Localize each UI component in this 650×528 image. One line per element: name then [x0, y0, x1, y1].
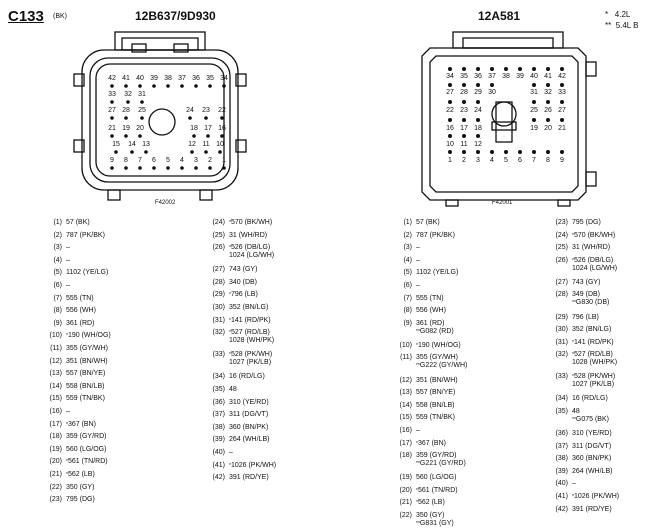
left-pin-label: 1: [222, 157, 226, 164]
wire-circuit: 310 (YE/RD): [229, 398, 269, 406]
pin-number: (21): [399, 499, 412, 507]
wire-circuit: 361 (RD): [416, 319, 445, 327]
pin-number: (35): [212, 385, 225, 393]
pin-number: (30): [555, 326, 568, 334]
pin-number: (6): [403, 282, 412, 289]
pin-number: (25): [555, 244, 568, 252]
variant-mark: *: [572, 339, 574, 346]
wire-circuit: *1026 (PK/WH): [229, 461, 277, 469]
wire-circuit: 556 (WH): [416, 307, 446, 315]
wire-circuit: 48: [572, 408, 580, 415]
left-pin-label: 5: [166, 157, 170, 164]
variant-mark: *: [572, 232, 574, 239]
wire-circuit: 359 (GY/RD): [66, 433, 107, 441]
pin-number: (15): [399, 414, 412, 422]
wire-circuit: 743 (GY): [572, 278, 601, 286]
wire-circuit: 795 (DG): [66, 496, 95, 504]
variant-mark: *: [66, 421, 68, 428]
pin-number: (19): [399, 474, 412, 482]
wire-circuit: 351 (BN/WH): [66, 357, 108, 365]
variant-mark: *: [416, 487, 418, 494]
pin-number: (42): [555, 505, 568, 513]
pin-number: (27): [555, 278, 568, 286]
left-pin-label: 8: [124, 157, 128, 164]
pin-number: (18): [49, 433, 62, 441]
left-pin-label: 21: [108, 125, 116, 132]
pin-number: (29): [212, 291, 225, 299]
wire-circuit: *367 (BN): [66, 420, 96, 428]
left-pin-label: 23: [202, 107, 210, 114]
wire-circuit: –: [416, 426, 420, 434]
wire-circuit: 391 (RD/YE): [572, 505, 612, 513]
variant-mark: **: [416, 328, 420, 335]
left-pin-label: 28: [122, 107, 130, 114]
wire-circuit: *562 (LB): [66, 471, 95, 478]
wire-circuit: 360 (BN/PK): [229, 423, 269, 431]
wire-circuit: 57 (BK): [66, 219, 90, 226]
left-pin-label: 15: [112, 141, 120, 148]
pin-number: (39): [212, 436, 225, 444]
wire-circuit: 796 (LB): [572, 313, 599, 321]
pin-number: (11): [400, 354, 412, 362]
right-pin-label: 10: [446, 141, 454, 148]
pin-number: (28): [212, 278, 225, 286]
pin-number: (8): [403, 307, 412, 315]
pin-number: (7): [53, 294, 62, 302]
pin-number: (8): [53, 307, 62, 315]
pin-number: (35): [555, 408, 568, 415]
right-pin-label: 25: [530, 107, 538, 114]
right-pin-label: 8: [546, 157, 550, 164]
wire-circuit: 359 (GY/RD): [416, 452, 457, 460]
right-pin-label: 2: [462, 157, 466, 164]
right-pin-label: 19: [530, 125, 538, 132]
left-pin-label: 37: [178, 75, 186, 82]
wire-circuit: 16 (RD/LG): [572, 395, 608, 403]
pin-number: (7): [403, 294, 412, 302]
wire-circuit: –: [416, 256, 420, 264]
left-pin-label: 9: [110, 157, 114, 164]
wire-circuit: 558 (BN/LB): [66, 382, 105, 390]
right-pin-label: 9: [560, 157, 564, 164]
pin-number: (11): [50, 345, 62, 352]
variant-mark: *: [229, 245, 231, 252]
pin-number: (20): [49, 458, 62, 466]
pin-number: (2): [53, 231, 62, 239]
wire-circuit: 350 (GY): [66, 483, 95, 491]
pin-number: (10): [399, 341, 412, 349]
pin-number: (3): [403, 244, 412, 252]
wire-circuit: 264 (WH/LB): [229, 436, 270, 444]
wire-circuit: *141 (RD/PK): [572, 338, 614, 346]
right-pin-label: 40: [530, 73, 538, 80]
wire-circuit: 311 (DG/VT): [229, 411, 269, 419]
pin-number: (10): [49, 332, 62, 340]
pin-number: (34): [555, 395, 568, 403]
variant-mark: *: [416, 500, 418, 507]
wire-circuit-alt: **G830 (DB): [572, 299, 610, 307]
wire-circuit: *526 (DB/LG): [229, 244, 271, 252]
wire-circuit: 311 (DG/VT): [572, 442, 612, 450]
left-pin-label: 14: [128, 141, 136, 148]
right-pin-label: 36: [474, 73, 482, 80]
right-pin-label: 29: [474, 89, 482, 96]
wire-circuit-alt: 1024 (LG/WH): [572, 264, 618, 272]
left-pin-label: 25: [138, 107, 146, 114]
right-part-number: 12A581: [478, 9, 521, 23]
wire-circuit: 352 (BN/LG): [572, 326, 612, 334]
right-pin-label: 27: [558, 107, 566, 114]
pin-number: (37): [212, 411, 225, 419]
left-pin-label: 33: [108, 91, 116, 98]
right-pin-label: 6: [518, 157, 522, 164]
pin-number: (24): [555, 231, 568, 239]
right-pin-label: 42: [558, 73, 566, 80]
wire-circuit: *1026 (PK/WH): [572, 493, 620, 501]
left-pin-label: 2: [208, 157, 212, 164]
pin-number: (14): [399, 401, 412, 409]
wire-circuit: 743 (GY): [229, 266, 258, 274]
pin-number: (13): [49, 370, 62, 378]
variant-mark: *: [229, 330, 231, 337]
left-pin-label: 41: [122, 75, 130, 82]
right-pin-label: 22: [446, 107, 454, 114]
wire-circuit-alt: 1027 (PK/LB): [229, 359, 272, 367]
pin-number: (25): [212, 231, 225, 239]
wire-circuit-alt: **G221 (GY/RD): [416, 460, 466, 468]
engine-note-2: ** 5.4L B: [605, 21, 639, 30]
wire-circuit: 391 (RD/YE): [229, 474, 269, 482]
pin-number: (3): [53, 244, 62, 252]
pin-number: (5): [403, 269, 412, 277]
pin-number: (41): [212, 461, 225, 469]
wire-circuit: 558 (BN/LB): [416, 401, 455, 409]
right-pin-label: 38: [502, 73, 510, 80]
wire-circuit-alt: **G082 (RD): [416, 327, 454, 335]
pin-number: (9): [53, 319, 62, 327]
left-pin-label: 35: [206, 75, 214, 82]
wire-circuit: –: [66, 282, 70, 289]
wire-circuit: 1102 (YE/LG): [66, 269, 109, 277]
pin-number: (23): [49, 496, 62, 504]
pin-number: (16): [399, 426, 412, 434]
left-part-number: 12B637/9D930: [135, 9, 216, 23]
pin-number: (19): [49, 445, 62, 453]
pin-number: (9): [403, 319, 412, 327]
left-pin-label: 32: [124, 91, 132, 98]
wire-circuit: 560 (LG/OG): [416, 474, 457, 482]
wire-circuit: *367 (BN): [416, 439, 446, 447]
wire-circuit: 48: [229, 385, 237, 393]
wire-circuit: 556 (WH): [66, 307, 96, 315]
wire-circuit: 340 (DB): [229, 278, 258, 286]
left-pin-label: 34: [220, 75, 228, 82]
wire-circuit: –: [66, 408, 70, 415]
left-pin-label: 27: [108, 107, 116, 114]
wire-circuit: 355 (GY/WH): [66, 345, 109, 352]
right-pin-label: 34: [446, 73, 454, 80]
pin-number: (16): [49, 408, 62, 415]
wire-circuit: 787 (PK/BK): [416, 231, 455, 239]
wire-circuit: 351 (BN/WH): [416, 376, 458, 384]
pin-number: (18): [399, 452, 412, 460]
wire-circuit: 559 (TN/BK): [416, 414, 455, 422]
wire-circuit: 559 (TN/BK): [66, 395, 105, 403]
left-pin-label: 13: [142, 141, 150, 148]
wire-circuit: 352 (BN/LG): [229, 304, 269, 312]
right-pin-label: 16: [446, 125, 454, 132]
left-pin-label: 16: [218, 125, 226, 132]
right-pin-label: 26: [544, 107, 552, 114]
pin-number: (1): [53, 219, 62, 226]
right-figure-id: F42001: [492, 200, 513, 206]
pin-number: (22): [49, 483, 62, 491]
right-pin-label: 5: [504, 157, 508, 164]
wire-circuit-alt: 1028 (WH/PK): [229, 337, 275, 345]
wire-circuit: –: [572, 480, 576, 488]
pin-number: (36): [555, 430, 568, 438]
right-pin-label: 24: [474, 107, 482, 114]
pin-number: (12): [49, 357, 62, 365]
right-pin-label: 12: [474, 141, 482, 148]
pin-number: (6): [53, 282, 62, 289]
pin-number: (31): [212, 316, 225, 324]
variant-mark: **: [572, 417, 576, 423]
left-pin-label: 4: [180, 157, 184, 164]
left-pin-label: 40: [136, 75, 144, 82]
right-pin-label: 17: [460, 125, 468, 132]
pin-number: (24): [212, 219, 225, 226]
pin-number: (40): [555, 480, 568, 488]
pin-number: (2): [403, 231, 412, 239]
variant-mark: *: [229, 462, 231, 469]
wire-circuit: 349 (DB): [572, 291, 601, 299]
wire-circuit: 350 (GY): [416, 511, 445, 519]
wire-circuit-alt: **G222 (GY/WH): [416, 362, 468, 370]
variant-mark: *: [572, 257, 574, 264]
wire-circuit: –: [66, 244, 70, 252]
connector-code: C133: [8, 8, 44, 25]
right-pin-label: 32: [544, 89, 552, 96]
pin-number: (22): [399, 511, 412, 519]
wire-circuit: 361 (RD): [66, 319, 95, 327]
right-connector-diagram: [408, 22, 608, 207]
pin-number: (17): [399, 439, 412, 447]
wire-circuit-alt: 1028 (WH/PK): [572, 359, 618, 367]
variant-mark: *: [66, 472, 68, 478]
wire-circuit: *527 (RD/LB): [572, 351, 613, 359]
variant-mark: **: [416, 461, 420, 468]
right-pin-label: 35: [460, 73, 468, 80]
wire-circuit: 16 (RD/LG): [229, 373, 265, 381]
variant-mark: **: [572, 300, 576, 307]
left-pin-label: 19: [122, 125, 130, 132]
left-pin-label: 6: [152, 157, 156, 164]
right-pin-label: 20: [544, 125, 552, 132]
pin-number: (38): [212, 423, 225, 431]
left-pin-label: 24: [186, 107, 194, 114]
pin-number: (4): [53, 256, 62, 264]
pin-number: (21): [49, 471, 62, 478]
variant-mark: *: [416, 440, 418, 447]
wire-circuit: 795 (DG): [572, 219, 601, 226]
left-pin-label: 31: [138, 91, 146, 98]
right-pin-label: 28: [460, 89, 468, 96]
left-pin-label: 20: [136, 125, 144, 132]
wire-circuit: 31 (WH/RD): [229, 231, 268, 239]
pin-number: (23): [555, 219, 568, 226]
right-pin-label: 11: [460, 141, 468, 148]
wire-circuit: *526 (DB/LG): [572, 256, 614, 264]
pin-number: (29): [555, 313, 568, 321]
variant-mark: *: [66, 333, 68, 340]
pin-number: (4): [403, 256, 412, 264]
left-pin-label: 10: [216, 141, 224, 148]
variant-mark: **: [416, 363, 420, 370]
engine-note-1: * 4.2L: [605, 10, 631, 19]
pin-number: (26): [212, 244, 225, 252]
wire-circuit: *570 (BK/WH): [229, 219, 273, 226]
pin-number: (39): [555, 467, 568, 475]
left-pin-label: 12: [188, 141, 196, 148]
pin-number: (37): [555, 442, 568, 450]
wire-circuit: 787 (PK/BK): [66, 231, 105, 239]
wire-circuit: *796 (LB): [229, 291, 258, 299]
wire-circuit: –: [416, 282, 420, 289]
wire-circuit-alt: **G075 (BK): [572, 416, 609, 423]
pin-number: (27): [212, 266, 225, 274]
left-pin-label: 36: [192, 75, 200, 82]
wire-circuit: *141 (RD/PK): [229, 316, 271, 324]
variant-mark: *: [229, 317, 231, 324]
wire-circuit-alt: 1027 (PK/LB): [572, 381, 615, 389]
left-figure-id: F42002: [155, 200, 176, 206]
pin-number: (40): [212, 448, 225, 456]
right-pin-label: 7: [532, 157, 536, 164]
wire-circuit: 31 (WH/RD): [572, 244, 611, 252]
pin-number: (17): [49, 420, 62, 428]
wire-circuit: *561 (TN/RD): [416, 486, 458, 494]
wire-circuit: 557 (BN/YE): [416, 389, 456, 397]
wire-circuit: *570 (BK/WH): [572, 231, 616, 239]
pin-number: (33): [555, 373, 568, 381]
pin-number: (13): [399, 389, 412, 397]
wire-circuit: 264 (WH/LB): [572, 467, 613, 475]
wire-circuit: 310 (YE/RD): [572, 430, 612, 438]
wire-circuit: *561 (TN/RD): [66, 458, 108, 466]
variant-mark: *: [572, 494, 574, 501]
wire-circuit: 557 (BN/YE): [66, 370, 106, 378]
variant-mark: *: [416, 342, 418, 349]
wire-circuit: 560 (LG/OG): [66, 445, 107, 453]
right-pin-label: 39: [516, 73, 524, 80]
pin-number: (32): [212, 329, 225, 337]
wire-circuit: 57 (BK): [416, 219, 440, 226]
wire-circuit: *190 (WH/OG): [416, 341, 461, 349]
right-pin-label: 30: [488, 89, 496, 96]
right-pin-label: 21: [558, 125, 566, 132]
pin-number: (12): [399, 376, 412, 384]
right-pin-label: 33: [558, 89, 566, 96]
connector-color: (BK): [53, 13, 67, 20]
right-pin-label: 18: [474, 125, 482, 132]
pin-number: (1): [403, 219, 412, 226]
right-pin-label: 27: [446, 89, 454, 96]
pin-number: (38): [555, 455, 568, 463]
variant-mark: *: [572, 352, 574, 359]
left-pin-label: 38: [164, 75, 172, 82]
pin-number: (20): [399, 486, 412, 494]
wire-circuit: *562 (LB): [416, 499, 445, 507]
wire-circuit-alt: **G831 (GY): [416, 519, 454, 527]
right-pin-label: 23: [460, 107, 468, 114]
pin-number: (14): [49, 382, 62, 390]
variant-mark: *: [229, 352, 231, 359]
wire-circuit-alt: 1024 (LG/WH): [229, 252, 275, 260]
variant-mark: *: [229, 292, 231, 299]
wire-circuit: –: [229, 448, 233, 456]
pin-number: (33): [212, 351, 225, 359]
pin-number: (31): [555, 338, 568, 346]
wire-circuit: 555 (TN): [66, 294, 94, 302]
left-pin-label: 42: [108, 75, 116, 82]
left-pin-label: 18: [190, 125, 198, 132]
variant-mark: *: [572, 374, 574, 381]
pin-number: (28): [555, 291, 568, 299]
left-pin-label: 11: [202, 141, 210, 148]
right-pin-label: 41: [544, 73, 552, 80]
pin-number: (34): [212, 373, 225, 381]
wire-circuit: *528 (PK/WH): [572, 373, 616, 381]
wire-circuit: *527 (RD/LB): [229, 329, 270, 337]
right-pin-label: 4: [490, 157, 494, 164]
wire-circuit: –: [66, 256, 70, 264]
pin-number: (15): [49, 395, 62, 403]
variant-mark: *: [229, 220, 231, 226]
left-pin-label: 39: [150, 75, 158, 82]
pin-number: (26): [555, 256, 568, 264]
variant-mark: *: [66, 459, 68, 466]
left-pin-label: 22: [218, 107, 226, 114]
wire-circuit: –: [416, 244, 420, 252]
right-pin-label: 1: [448, 157, 452, 164]
wire-circuit: *528 (PK/WH): [229, 351, 273, 359]
left-pin-label: 3: [194, 157, 198, 164]
wire-circuit: 1102 (YE/LG): [416, 269, 459, 277]
right-pin-label: 37: [488, 73, 496, 80]
left-connector-diagram: [70, 22, 260, 207]
wire-circuit: *190 (WH/OG): [66, 332, 111, 340]
wire-circuit: 555 (TN): [416, 294, 444, 302]
left-pin-label: 7: [138, 157, 142, 164]
wire-circuit: 360 (BN/PK): [572, 455, 612, 463]
pin-number: (42): [212, 474, 225, 482]
left-pin-label: 17: [204, 125, 212, 132]
pin-number: (5): [53, 269, 62, 277]
pin-number: (41): [555, 493, 568, 501]
variant-mark: **: [416, 520, 420, 527]
wire-circuit: 355 (GY/WH): [416, 354, 459, 362]
pin-number: (32): [555, 351, 568, 359]
right-pin-label: 3: [476, 157, 480, 164]
pin-number: (36): [212, 398, 225, 406]
right-pin-label: 31: [530, 89, 538, 96]
pin-number: (30): [212, 304, 225, 312]
